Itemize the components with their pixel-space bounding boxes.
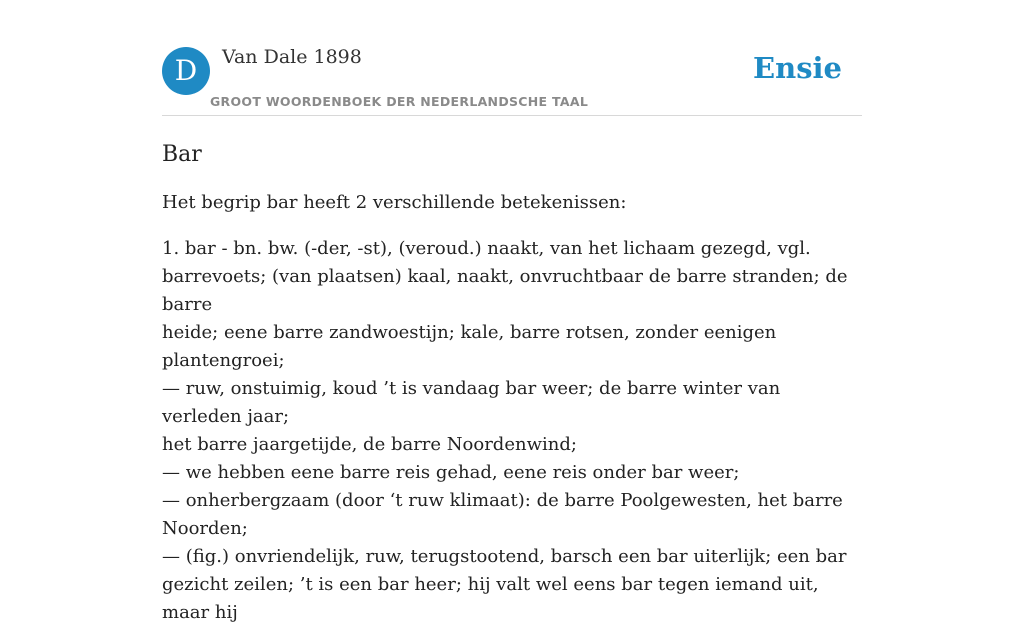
entry-title: Bar bbox=[162, 142, 202, 167]
definition-line: het barre jaargetijde, de barre Noordenwind; bbox=[162, 434, 577, 455]
definition-line: Noorden; bbox=[162, 518, 248, 539]
definition-line: heide; eene barre zandwoestijn; kale, barre rotsen, zonder eenigen plantengroei; bbox=[162, 322, 777, 371]
definition-line: barrevoets; (van plaatsen) kaal, naakt, onvruchtbaar de barre stranden; de barre bbox=[162, 266, 848, 315]
entry-intro: Het begrip bar heeft 2 verschillende betekenissen: bbox=[162, 192, 627, 213]
dictionary-logo[interactable]: D bbox=[162, 47, 210, 95]
definition-line: — we hebben eene barre reis gehad, eene reis onder bar weer; bbox=[162, 462, 740, 483]
ensie-logo[interactable]: Ensie bbox=[753, 51, 842, 85]
definition-text bbox=[162, 235, 862, 627]
definition-line: gezicht zeilen; ’t is een bar heer; hij valt wel eens bar tegen iemand uit, maar hij bbox=[162, 574, 819, 623]
definition-line: 1. bar - bn. bw. (-der, -st), (veroud.) naakt, van het lichaam gezegd, vgl. bbox=[162, 238, 811, 259]
definition-line: — ruw, onstuimig, koud ’t is vandaag bar weer; de barre winter van verleden jaar; bbox=[162, 378, 781, 427]
dictionary-title[interactable]: Van Dale 1898 bbox=[222, 46, 362, 68]
definition-line: — onherbergzaam (door ‘t ruw klimaat): de barre Poolgewesten, het barre bbox=[162, 490, 843, 511]
definition-line: — (fig.) onvriendelijk, ruw, terugstootend, barsch een bar uiterlijk; een bar bbox=[162, 546, 847, 567]
entry-content bbox=[162, 138, 862, 627]
dictionary-subtitle: GROOT WOORDENBOEK DER NEDERLANDSCHE TAAL bbox=[210, 94, 589, 109]
site-header bbox=[162, 0, 862, 116]
